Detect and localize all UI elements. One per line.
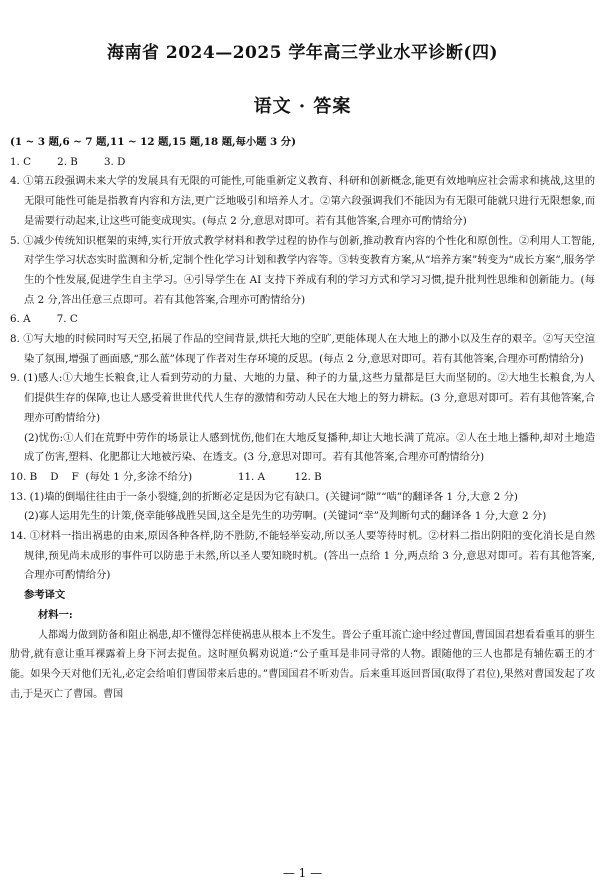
translation-heading: 参考译文 <box>24 589 66 602</box>
material-label: 材料一: <box>38 608 73 621</box>
answer-line: 4. ①第五段强调未来大学的发展具有无限的可能性,可能重新定义教育、科研和创新概念,能更有效地响应社会需求和挑战,这里的无限可能性可能是指教育内容和方法,更广泛地吸引和培养人才。②第六段强调我们不能因为有无限可能就只进行无限想象,而是需要行动起来,让这些可能变成现实。(每点 2 分,意思对即可。若有其他答案,合理亦可酌情给分) <box>10 175 595 227</box>
answer-line: (2)寡人运用先生的计策,侥幸能够战胜吴国,这全是先生的功劳啊。(关键词“幸”及判断句式的翻译各 1 分,大意 2 分) <box>24 510 547 523</box>
answer-body <box>10 133 595 704</box>
translation-text: 人都竭力做到防备和阻止祸患,却不懂得怎样使祸患从根本上不发生。晋公子重耳流亡途中经过曹国,曹国国君想看看重耳的骈生肋骨,就有意让重耳裸露着上身下河去捉鱼。这时厘负羁劝说道:“公子重耳是非同寻常的人物。跟随他的三人也都是有辅佐霸王的才能。如果今天对他们无礼,必定会给咱们曹国带来后患的。”曹国国君不听劝告。后来重耳返回晋国(取得了君位),果然对曹国发起了攻击,于是灭亡了曹国。曹国 <box>10 629 595 700</box>
answer-line: (2)忧伤:①人们在荒野中劳作的场景让人感到忧伤,他们在大地反复播种,却让大地长满了荒凉。②人在土地上播种,却对土地造成了伤害,塑料、化肥都让大地被污染、在透支。(3 分,意思对即可。若有其他答案,合理亦可酌情给分) <box>24 431 595 464</box>
answer-line: 10. B D F (每处 1 分,多涂不给分) 11. A 12. B <box>10 470 322 483</box>
page-number: — 1 — <box>282 866 323 880</box>
answer-line: 8. ①写大地的时候同时写天空,拓展了作品的空间背景,烘托大地的空旷,更能体现人在大地上的渺小以及生存的艰辛。②写天空渲染了氛围,增强了画面感,“那么蓝”体现了作者对生存环境的反思。(每点 2 分,意思对即可。若有其他答案,合理亦可酌情给分) <box>10 333 595 365</box>
answer-line: 5. ①减少传统知识框架的束缚,实行开放式教学材料和教学过程的协作与创新,推动教育内容的个性化和原创性。②利用人工智能,对学生学习状态实时监测和分析,定制个性化学习计划和教学内容等。③转变教育方案,从“培养方案”转变为“成长方案”,服务学生的个性发展,促进学生自主学习。④引导学生在 AI 支持下养成有利的学习方式和学习习惯,提升批判性思维和创新能力。(每点 2 分,答出任意三点即可。若有其他答案,合理亦可酌情给分) <box>10 234 595 306</box>
answer-line: 6. A 7. C <box>10 313 78 326</box>
answer-line: 9. (1)感人:①大地生长粮食,让人看到劳动的力量、大地的力量、种子的力量,这些力量都是巨大而坚韧的。②大地生长粮食,为人们提供生存的保障,也让人感受着世世代代人生存的激情和劳动人民在大地上的努力耕耘。(3 分,意思对即可。若有其他答案,合理亦可酌情给分) <box>10 372 595 424</box>
answer-line: 13. (1)墙的倒塌往往由于一条小裂缝,剑的折断必定是因为它有缺口。(关键词“隙”“啮”的翻译各 1 分,大意 2 分) <box>10 490 518 503</box>
page-subtitle: 语文 · 答案 <box>253 96 352 117</box>
page-title: 海南省 2024—2025 学年高三学业水平诊断(四) <box>106 43 499 63</box>
answer-line: 1. C 2. B 3. D <box>10 155 126 168</box>
answer-line: 14. ①材料一指出祸患的由来,原因各种各样,防不胜防,不能轻举妄动,所以圣人要等待时机。②材料二指出阴阳的变化消长是自然规律,预见尚未成形的事件可以防患于未然,所以圣人要知晓时机。(答出一点给 1 分,两点给 3 分,意思对即可。若有其他答案,合理亦可酌情给分) <box>10 530 595 582</box>
answer-line: (1 ~ 3 题,6 ~ 7 题,11 ~ 12 题,15 题,18 题,每小题 3 分) <box>10 136 296 148</box>
